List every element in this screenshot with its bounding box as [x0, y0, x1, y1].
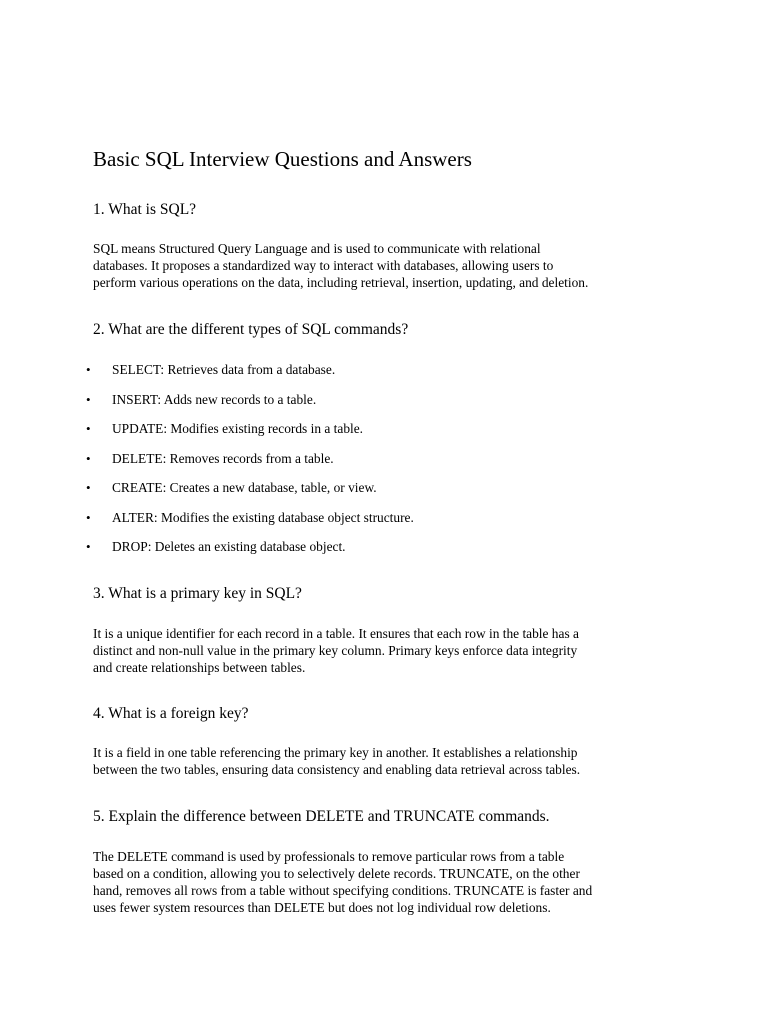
bullet-icon: • — [86, 480, 91, 495]
list-item-text: CREATE: Creates a new database, table, or view. — [112, 480, 377, 495]
list-item-text: INSERT: Adds new records to a table. — [112, 391, 317, 407]
answer-4-line: It is a field in one table referencing the primary key in another. It establishes a relationship — [93, 745, 578, 760]
bullet-icon: • — [86, 362, 91, 377]
list-item — [0, 449, 700, 469]
list-item-text: SELECT: Retrieves data from a database. — [112, 362, 336, 377]
list-item-text: ALTER: Modifies the existing database object structure. — [112, 509, 414, 525]
list-item — [0, 478, 700, 498]
bullet-icon: • — [86, 509, 91, 525]
bullet-icon: • — [86, 539, 91, 554]
list-item-text: UPDATE: Modifies existing records in a table. — [112, 421, 364, 436]
question-4-heading: 4. What is a foreign key? — [93, 705, 249, 722]
answer-1-line: perform various operations on the data, including retrieval, insertion, updating, and deletion. — [93, 275, 589, 290]
answer-3-paragraph — [93, 625, 683, 676]
list-item — [0, 508, 700, 528]
list-item — [0, 537, 700, 557]
question-5-heading: 5. Explain the difference between DELETE and TRUNCATE commands. — [93, 808, 550, 825]
answer-1-line: SQL means Structured Query Language and is used to communicate with relational — [93, 241, 541, 256]
page-title: Basic SQL Interview Questions and Answers — [93, 147, 472, 171]
answer-5-line: The DELETE command is used by professionals to remove particular rows from a table — [93, 849, 565, 864]
list-item — [0, 390, 700, 410]
answer-5-paragraph — [93, 848, 683, 916]
question-2-heading: 2. What are the different types of SQL commands? — [93, 321, 409, 338]
answer-5-line: hand, removes all rows from a table without specifying conditions. TRUNCATE is faster and — [93, 883, 593, 898]
answer-1-paragraph — [93, 240, 683, 291]
bullet-icon: • — [86, 450, 91, 466]
bullet-icon: • — [86, 391, 91, 407]
answer-4-paragraph — [93, 744, 683, 778]
list-item — [0, 360, 700, 380]
question-1-heading: 1. What is SQL? — [93, 201, 197, 218]
question-3-heading: 3. What is a primary key in SQL? — [93, 585, 302, 602]
answer-1-line: databases. It proposes a standardized way to interact with databases, allowing users to — [93, 258, 554, 273]
list-item-text: DELETE: Removes records from a table. — [112, 450, 334, 466]
answer-3-line: It is a unique identifier for each record in a table. It ensures that each row in the table has a — [93, 626, 579, 641]
answer-3-line: distinct and non-null value in the primary key column. Primary keys enforce data integrity — [93, 643, 578, 658]
list-item — [0, 419, 700, 439]
list-item-text: DROP: Deletes an existing database object. — [112, 539, 346, 554]
answer-5-line: based on a condition, allowing you to selectively delete records. TRUNCATE, on the other — [93, 866, 580, 881]
bullet-icon: • — [86, 421, 91, 436]
answer-3-line: and create relationships between tables. — [93, 660, 306, 675]
answer-5-line: uses fewer system resources than DELETE but does not log individual row deletions. — [93, 900, 551, 915]
answer-4-line: between the two tables, ensuring data consistency and enabling data retrieval across tables. — [93, 762, 581, 777]
